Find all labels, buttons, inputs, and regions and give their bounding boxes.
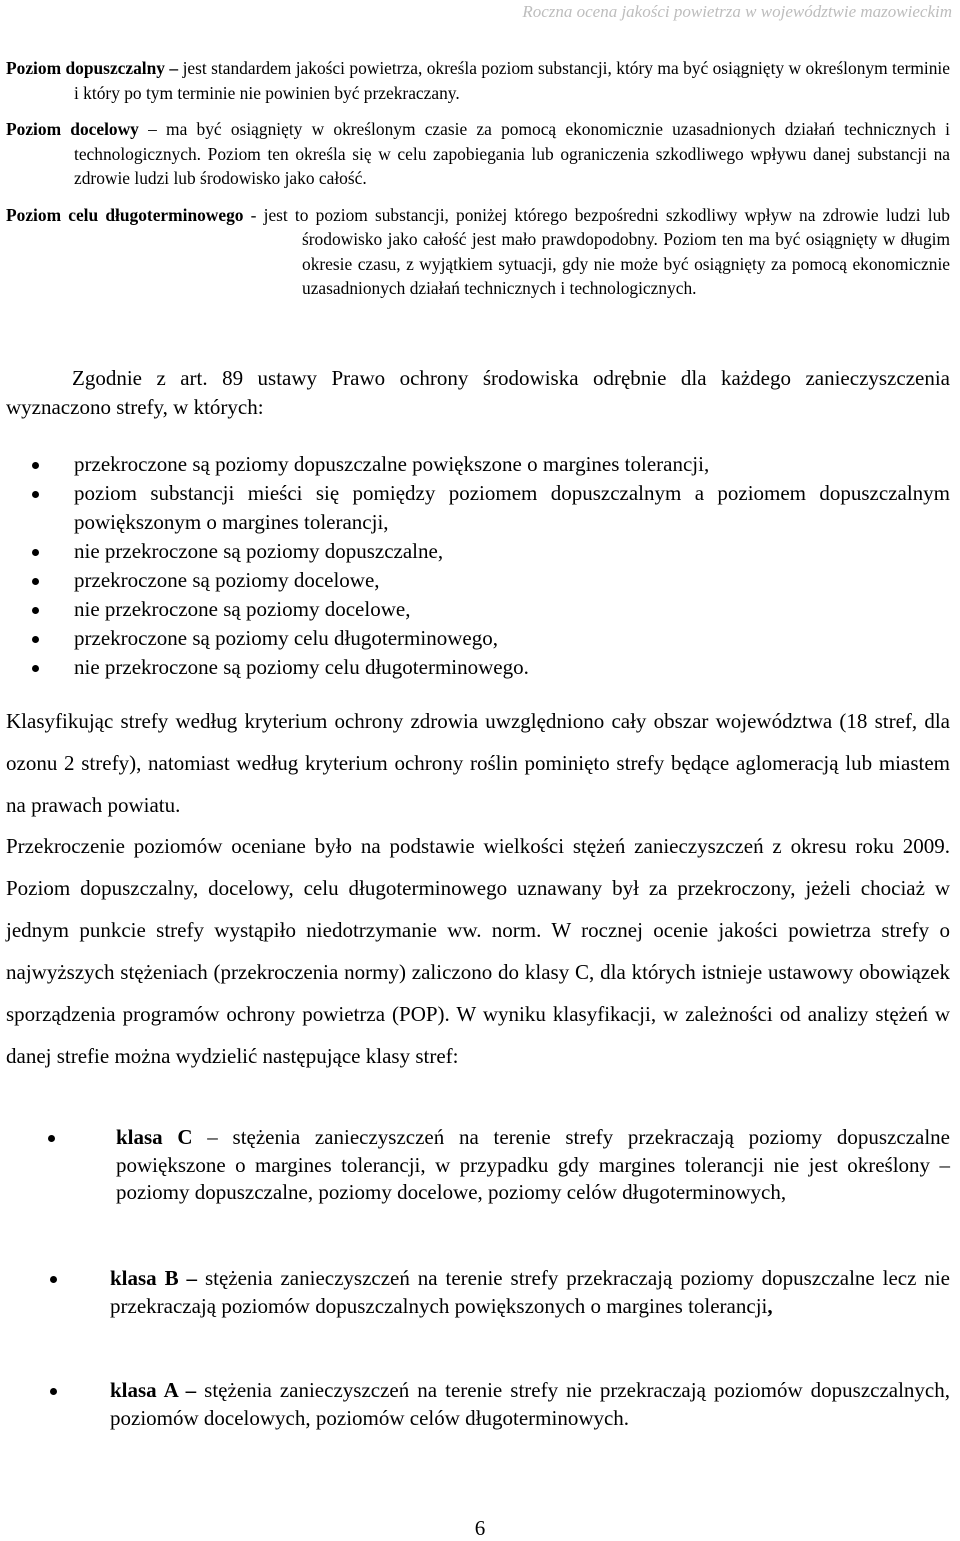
list-item: przekroczone są poziomy celu długoterminowego, xyxy=(6,624,950,653)
class-name: klasa C xyxy=(116,1125,193,1149)
list-item: przekroczone są poziomy dopuszczalne powiększone o margines tolerancji, xyxy=(6,450,950,479)
list-item-class-a xyxy=(6,1377,950,1432)
bullet-icon xyxy=(32,636,39,643)
definition-dopuszczalny xyxy=(6,56,950,105)
bullet-icon xyxy=(50,1388,57,1395)
definition-text: - jest to poziom substancji, poniżej którego bezpośredni szkodliwy wpływ na zdrowie ludzi lub środowisko jako całość jest mało prawdopodobny. Poziom ten ma być osiągnięty w długim okresie czasu, z wyjątkiem sytuacji, gdy nie może być osiągnięty za pomocą ekonomicznie uzasadnionych działań technicznych i technologicznych. xyxy=(250,204,950,298)
definitions-block xyxy=(6,56,950,313)
class-name: klasa B – xyxy=(110,1266,198,1290)
definition-docelowy xyxy=(6,117,950,191)
list-item-class-b: klasa B – stężenia zanieczyszczeń na terenie strefy przekraczają poziomy dopuszczalne lecz nie przekraczają poziomów dopuszczalnych powiększonych o margines tolerancji, xyxy=(6,1265,950,1320)
definition-term: Poziom dopuszczalny – xyxy=(6,58,179,78)
list-item: nie przekroczone są poziomy celu długoterminowego. xyxy=(6,653,950,682)
class-text: stężenia zanieczyszczeń na terenie strefy nie przekraczają poziomów dopuszczalnych, poziomów docelowych, poziomów celów długoterminowych. xyxy=(110,1378,951,1430)
classes-list xyxy=(6,1265,950,1320)
definition-term: Poziom celu długoterminowego xyxy=(6,204,244,225)
class-text: – stężenia zanieczyszczeń na terenie strefy przekraczają poziomy dopuszczalne powiększone o margines tolerancji, w przypadku gdy margines tolerancji nie jest określony – poziomy dopuszczalne, poziomy docelowe, poziomy celów długoterminowych, xyxy=(116,1125,950,1204)
classification-paragraph: Klasyfikując strefy według kryterium ochrony zdrowia uwzględniono cały obszar województwa (18 stref, dla ozonu 2 strefy), natomiast według kryterium ochrony roślin pominięto strefy będące aglomeracją lub miastem na prawach powiatu. xyxy=(6,709,950,817)
bullet-icon xyxy=(32,665,39,672)
classes-list xyxy=(6,1124,950,1207)
list-item-class-c xyxy=(6,1124,950,1207)
definition-text: jest standardem jakości powietrza, określa poziom substancji, który ma być osiągnięty w określonym terminie i który po tym terminie nie powinien być przekraczany. xyxy=(74,58,950,103)
page-number: 6 xyxy=(474,1516,486,1540)
running-header: Roczna ocena jakości powietrza w województwie mazowieckim xyxy=(522,2,952,21)
list-item: przekroczone są poziomy docelowe, xyxy=(6,566,950,595)
definition-text: – ma być osiągnięty w określonym czasie za pomocą ekonomicznie uzasadnionych działań technicznych i technologicznych. Poziom ten określa się w celu zapobiegania lub ograniczenia szkodliwego wpływu danej substancji na zdrowie ludzi lub środowisko jako całość. xyxy=(74,119,950,188)
bullet-icon xyxy=(50,1276,57,1283)
bullet-icon xyxy=(32,578,39,585)
definition-celu-dlugoterminowego xyxy=(6,203,950,301)
intro-paragraph xyxy=(6,364,950,422)
zones-list xyxy=(6,450,950,682)
class-name: klasa A – xyxy=(110,1378,197,1402)
list-item: nie przekroczone są poziomy docelowe, xyxy=(6,595,950,624)
list-item: nie przekroczone są poziomy dopuszczalne, xyxy=(6,537,950,566)
intro-text: Zgodnie z art. 89 ustawy Prawo ochrony środowiska odrębnie dla każdego zanieczyszczenia wyznaczono strefy, w których: xyxy=(6,366,950,419)
bullet-icon xyxy=(48,1135,55,1142)
bullet-icon xyxy=(32,549,39,556)
class-text: stężenia zanieczyszczeń na terenie strefy przekraczają poziomy dopuszczalne lecz nie przekraczają poziomów dopuszczalnych powiększonych o margines tolerancji xyxy=(110,1266,951,1318)
list-item: poziom substancji mieści się pomiędzy poziomem dopuszczalnym a poziomem dopuszczalnym powiększonym o margines tolerancji, xyxy=(6,479,950,537)
bullet-icon xyxy=(32,491,39,498)
classes-list xyxy=(6,1377,950,1432)
exceedance-paragraph: Przekroczenie poziomów oceniane było na podstawie wielkości stężeń zanieczyszczeń z okresu roku 2009. Poziom dopuszczalny, docelowy, celu długoterminowego uznawany był za przekroczony, jeżeli chociaż w jednym punkcie strefy wystąpiło niedotrzymanie ww. norm. W rocznej ocenie jakości powietrza strefy o najwyższych stężeniach (przekroczenia normy) zaliczono do klasy C, dla których istnieje ustawowy obowiązek sporządzenia programów ochrony powietrza (POP). W wyniku klasyfikacji, w zależności od analizy stężeń w danej strefie można wydzielić następujące klasy stref: xyxy=(6,834,950,1068)
bullet-icon xyxy=(32,607,39,614)
bullet-icon xyxy=(32,462,39,469)
definition-term: Poziom docelowy xyxy=(6,119,139,139)
